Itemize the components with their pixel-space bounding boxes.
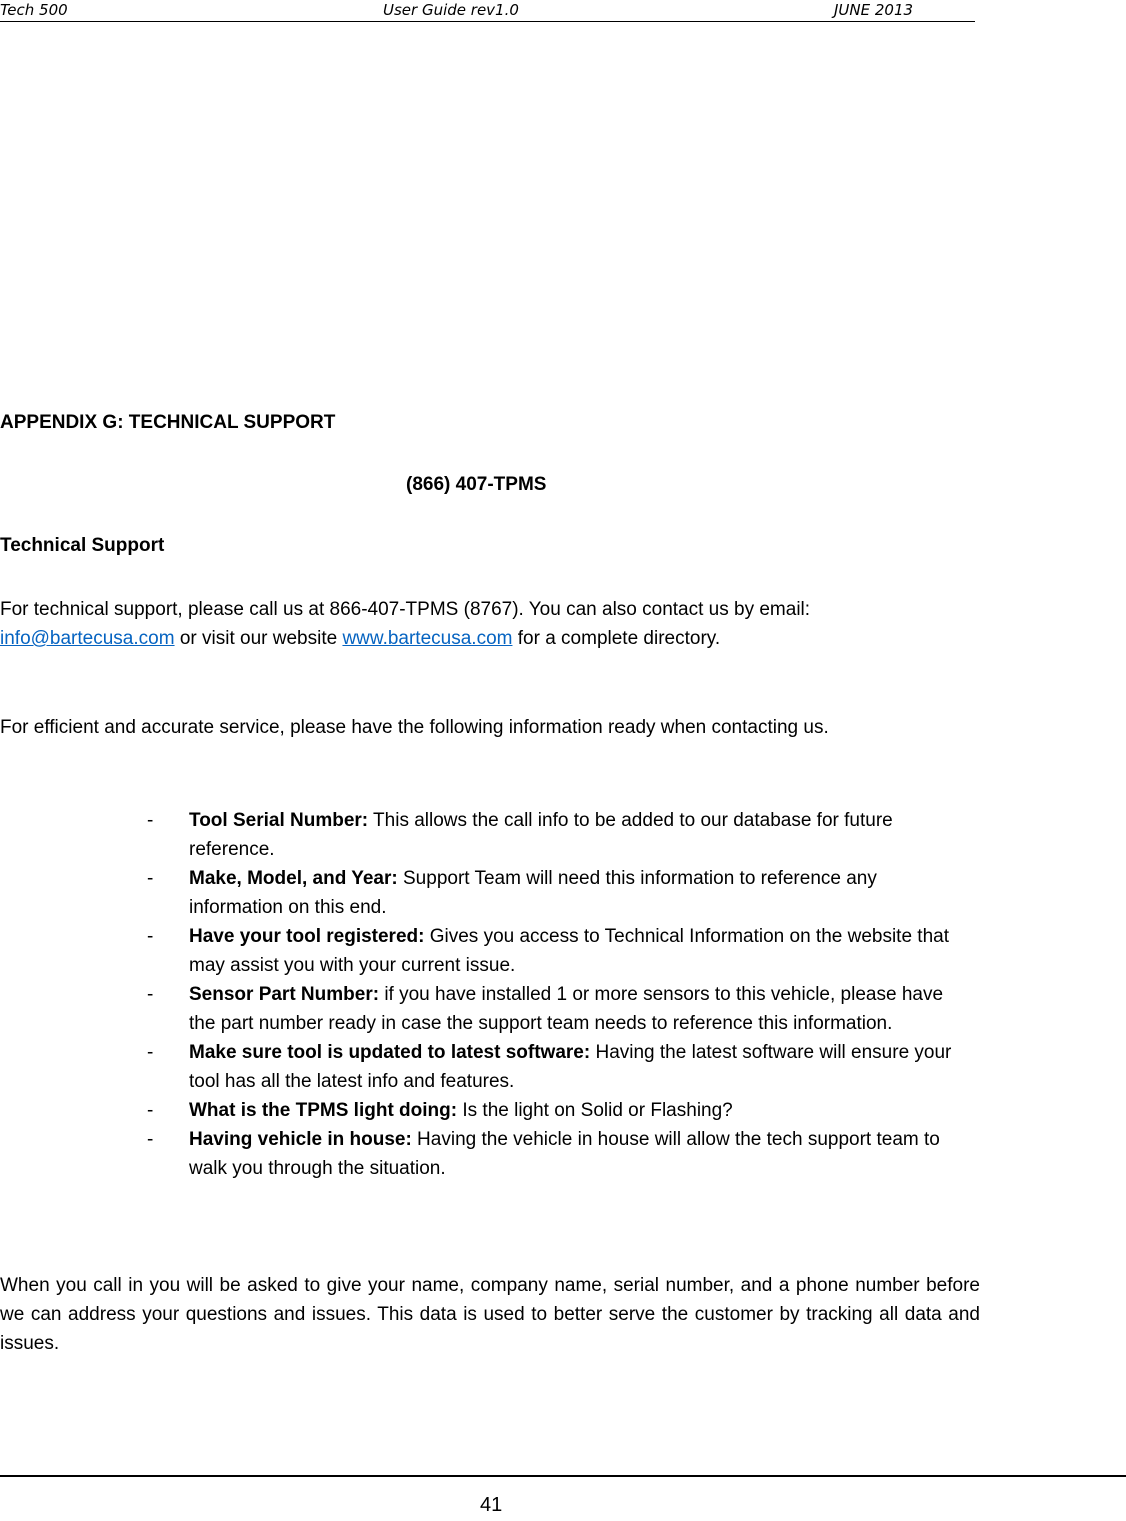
header-date: JUNE 2013 [834, 1, 914, 19]
list-item [0, 1125, 969, 1183]
appendix-title: APPENDIX G: TECHNICAL SUPPORT [0, 412, 336, 433]
bullet-text: if you have installed 1 or more sensors to this vehicle, please have the part number ready in case the support team needs to reference this information. [189, 984, 944, 1034]
bullet-dash: - [147, 1042, 154, 1063]
bullet-label: What is the TPMS light doing: [189, 1100, 458, 1121]
bullet-dash: - [147, 926, 154, 947]
support-phone-heading: (866) 407-TPMS [406, 474, 547, 495]
list-item [0, 922, 969, 980]
bullet-dash: - [147, 984, 154, 1005]
contact-paragraph [0, 595, 980, 653]
bullet-label: Have your tool registered: [189, 926, 425, 947]
email-link[interactable]: info@bartecusa.com [0, 628, 175, 649]
bullet-dash: - [147, 1129, 154, 1150]
bullet-dash: - [147, 868, 154, 889]
contact-text-after: for a complete directory. [512, 628, 721, 649]
ready-paragraph: For efficient and accurate service, please have the following information ready when contacting us. [0, 717, 829, 738]
bullet-text: This allows the call info to be added to our database for future reference. [189, 810, 893, 860]
bullet-dash: - [147, 810, 154, 831]
contact-text-before: For technical support, please call us at 866-407-TPMS (8767). You can also contact us by email: [0, 599, 811, 620]
closing-paragraph: When you call in you will be asked to give your name, company name, serial number, and a phone number before we can address your questions and issues. This data is used to better serve the customer by tracking all data and issues. [0, 1275, 980, 1354]
bullet-label: Make, Model, and Year: [189, 868, 398, 889]
list-item [0, 1096, 969, 1125]
header-product: Tech 500 [0, 1, 68, 19]
bullet-text: Is the light on Solid or Flashing? [457, 1100, 733, 1121]
bullet-label: Having vehicle in house: [189, 1129, 412, 1150]
bullet-label: Tool Serial Number: [189, 810, 369, 831]
page-number: 41 [480, 1494, 503, 1516]
list-item [0, 980, 969, 1038]
footer-divider [0, 1475, 1126, 1477]
bullet-text: Gives you access to Technical Information on the website that may assist you with your current issue. [189, 926, 949, 976]
page-header [0, 0, 975, 22]
list-item [0, 864, 969, 922]
header-guide-version: User Guide rev1.0 [383, 1, 519, 19]
website-link[interactable]: www.bartecusa.com [342, 628, 513, 649]
info-checklist [0, 806, 980, 1183]
contact-text-middle: or visit our website [174, 628, 343, 649]
list-item [0, 1038, 969, 1096]
bullet-text: Having the vehicle in house will allow the tech support team to walk you through the situation. [189, 1129, 940, 1179]
bullet-dash: - [147, 1100, 154, 1121]
section-title: Technical Support [0, 535, 165, 556]
bullet-text: Support Team will need this information to reference any information on this end. [189, 868, 877, 918]
bullet-label: Sensor Part Number: [189, 984, 380, 1005]
bullet-label: Make sure tool is updated to latest software: [189, 1042, 591, 1063]
bullet-text: Having the latest software will ensure your tool has all the latest info and features. [189, 1042, 952, 1092]
list-item [0, 806, 969, 864]
